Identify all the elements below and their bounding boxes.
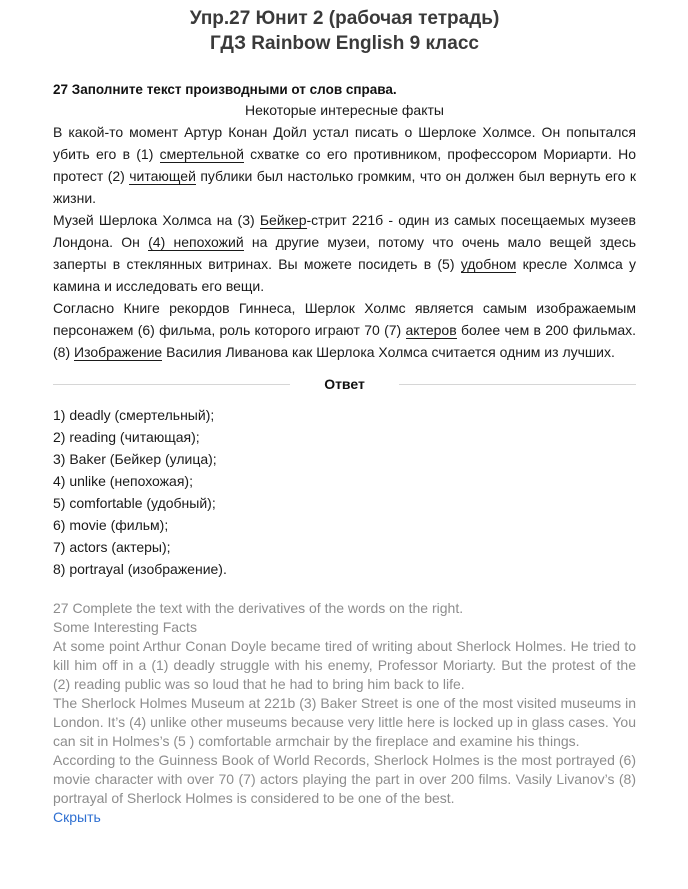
task-paragraph-2 [53,209,636,297]
page-title [53,6,636,56]
answer-item: 6) movie (фильм); [53,517,169,533]
answer-item: 1) deadly (смертельный); [53,407,215,423]
english-heading: 27 Complete the text with the derivatives of the words on the right. [53,600,464,616]
text-fragment: -стрит 221б - один из самых посещаемых музеев Лондона. Он [53,212,636,250]
answer-item: 7) actors (актеры); [53,539,171,555]
answer-item: 2) reading (читающая); [53,429,200,445]
text-fragment: Музей Шерлока Холмса на (3) [53,212,260,228]
answer-item: 5) comfortable (удобный); [53,495,216,511]
task-heading: 27 Заполните текст производными от слов справа. [53,82,397,97]
english-paragraph-1: At some point Arthur Conan Doyle became tired of writing about Sherlock Holmes. He tried to kill him off in a (1) deadly struggle with his enemy, Professor Moriarty. But the protest of the (2) reading public was so loud that he had to bring him back to life. [53,638,636,692]
text-fragment: Согласно Книге рекордов Гиннеса, Шерлок Холмс является самым изображаемым персонажем (6) фильма, роль которого играют 70 (7) [53,300,636,338]
english-subtitle: Some Interesting Facts [53,619,197,635]
answer-list [53,404,636,580]
divider-line-right [399,384,636,385]
text-fragment: Василия Ливанова как Шерлока Холмса считается одним из лучших. [162,344,615,360]
hide-link[interactable]: Скрыть [53,809,101,825]
task-paragraph-1 [53,121,636,209]
underlined-word: Изображение [74,344,163,360]
page-title-line-2: ГДЗ Rainbow English 9 класс [210,33,479,54]
answer-item: 8) portrayal (изображение). [53,561,227,577]
text-fragment: В какой-то момент Артур Конан Дойл устал писать о Шерлоке Холмсе. Он попытался убить его в (1) [53,124,636,162]
english-original [53,599,636,808]
answer-item: 3) Baker (Бейкер (улица); [53,451,217,467]
text-fragment: более чем в 200 фильмах. (8) [53,322,636,360]
text-fragment: на другие музеи, потому что очень мало вещей здесь заперты в стеклянных витринах. Вы можете посидеть в (5) [53,234,636,272]
task-subtitle: Некоторые интересные факты [245,102,444,118]
page-title-line-1: Упр.27 Юнит 2 (рабочая тетрадь) [189,8,500,29]
text-fragment: публики был настолько громким, что он должен был вернуть его к жизни. [53,168,636,206]
underlined-word: читающей [129,168,196,184]
answer-item: 4) unlike (непохожая); [53,473,193,489]
underlined-word: смертельной [159,146,244,162]
english-paragraph-3: According to the Guinness Book of World Records, Sherlock Holmes is the most portrayed (6) movie character with over 70 (7) actors playing the part in over 200 films. Vasily Livanov’s (8) portrayal of Sherlock Holmes is considered to be one of the best. [53,752,636,806]
task-paragraph-3 [53,297,636,363]
answer-divider [53,373,636,395]
answer-label: Ответ [324,376,365,392]
text-fragment: схватке со его противником, профессором Мориарти. Но протест (2) [53,146,636,184]
underlined-word: удобном [460,256,517,272]
text-fragment: кресле Холмса у камина и исследовать его вещи. [53,256,636,294]
english-paragraph-2: The Sherlock Holmes Museum at 221b (3) Baker Street is one of the most visited museums in London. It’s (4) unlike other museums because very little here is locked up in glass cases. You can sit in Holmes’s (5 ) comfortable armchair by the fireplace and examine his things. [53,695,636,749]
underlined-word: Бейкер [259,212,307,228]
underlined-word: (4) непохожий [148,234,244,250]
divider-line-left [53,384,290,385]
underlined-word: актеров [405,322,457,338]
